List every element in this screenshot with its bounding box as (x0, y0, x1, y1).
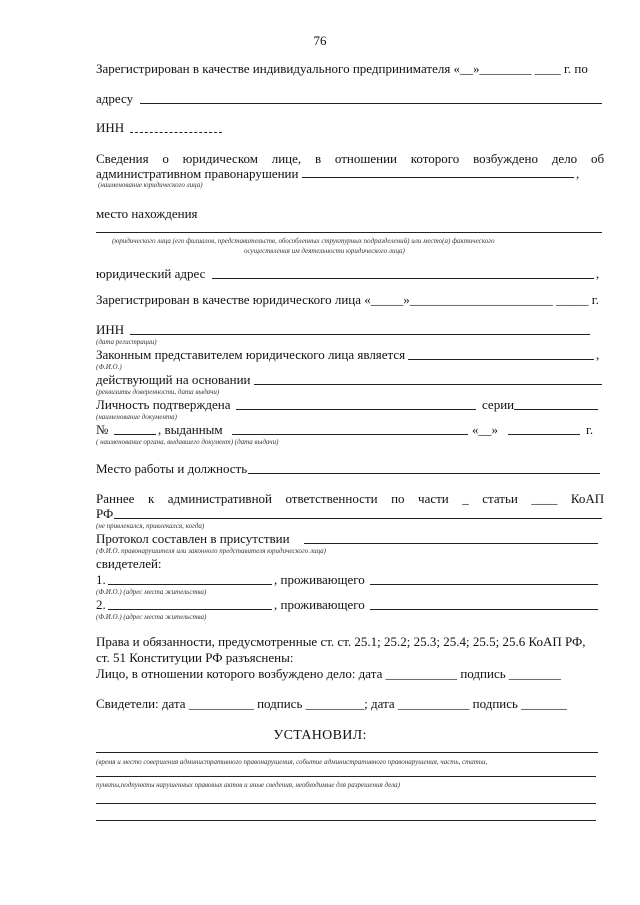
location-label: место нахождения (96, 206, 198, 221)
established-field-2[interactable] (96, 776, 596, 777)
registration-date-hint: (дата регистрации) (96, 338, 157, 346)
comma: , (596, 347, 600, 362)
entrepreneur-address-field[interactable] (140, 103, 602, 104)
word: ____ (531, 491, 558, 506)
location-field[interactable] (96, 232, 602, 233)
word: возбуждено (473, 151, 539, 166)
work-label: Место работы и должность (96, 461, 248, 476)
series-field[interactable] (514, 409, 598, 410)
witness-1-address-field[interactable] (370, 584, 598, 585)
witness-2-hint: (Ф.И.О.) (адрес места жительства) (96, 613, 207, 621)
legal-entity-registration-text: Зарегистрирован в качестве юридического лица «_____»______________________ _____ г. (96, 292, 599, 307)
representative-label: Законным представителем юридического лица является (96, 347, 406, 362)
rights-line-2: ст. 51 Конституции РФ разъяснены: (96, 650, 294, 665)
representative-name-field[interactable] (408, 359, 594, 360)
issuer-field[interactable] (232, 434, 468, 435)
word: по (391, 491, 405, 506)
witness-1-name-field[interactable] (108, 584, 272, 585)
comma: , (576, 166, 580, 181)
legal-entity-inn-field[interactable] (130, 334, 590, 335)
issuer-hint: ( наименование органа, выдавшего документ) (дата выдачи) (96, 438, 279, 446)
established-hint-2: пункты,подпункты нарушенных правовых актов и иные сведения, необходимые для разрешения дела) (96, 781, 401, 789)
legal-entity-intro-line (96, 151, 604, 166)
established-field-4[interactable] (96, 820, 596, 821)
issue-date-field[interactable] (508, 434, 580, 435)
witnesses-label: свидетелей: (96, 556, 162, 571)
series-label: серии (482, 397, 515, 412)
protocol-presence-field[interactable] (304, 543, 598, 544)
word: юридическом (182, 151, 258, 166)
document-name-hint: (наименование документа) (96, 413, 177, 421)
established-field-1[interactable] (96, 752, 598, 753)
prior-liability-hint: (не привлекался, привлекался, когда) (96, 522, 205, 530)
legal-address-label: юридический адрес (96, 266, 206, 281)
protocol-label: Протокол составлен в присутствии (96, 531, 290, 546)
legal-entity-intro-line2: административном правонарушении (96, 166, 299, 181)
word: части (418, 491, 449, 506)
witnesses-signature-line: Свидетели: дата __________ подпись _________; дата ___________ подпись _______ (96, 696, 567, 711)
issued-label: , выданным (158, 422, 223, 437)
word: в (314, 151, 322, 166)
witness-1-residing-label: , проживающего (274, 572, 365, 587)
page-number: 76 (313, 33, 327, 48)
basis-label: действующий на основании (96, 372, 251, 387)
rights-line-1: Права и обязанности, предусмотренные ст. ст. 25.1; 25.2; 25.3; 25.4; 25.5; 25.6 КоАП РФ, (96, 634, 586, 649)
word: дело (551, 151, 578, 166)
word: о (162, 151, 169, 166)
location-hint-2: осуществления им деятельности юридического лица) (244, 247, 405, 255)
number-label: № (96, 422, 109, 437)
identity-label: Личность подтверждена (96, 397, 231, 412)
witness-2-address-field[interactable] (370, 609, 598, 610)
word: статьи (482, 491, 518, 506)
prior-liability-line2: РФ (96, 506, 114, 521)
basis-hint: (реквизиты доверенности, дата выдачи) (96, 388, 220, 396)
word: ответственности (285, 491, 378, 506)
location-hint-1: (юридического лица (его филиалов, представительств, обособленных структурных подразделений) или место(а) фактического (112, 237, 495, 245)
word: лице, (271, 151, 302, 166)
legal-address-field[interactable] (212, 278, 594, 279)
witness-2-number: 2. (96, 597, 106, 612)
legal-entity-name-hint: (наименование юридического лица) (98, 181, 203, 189)
protocol-hint: (Ф.И.О. правонарушителя или законного представителя юридического лица) (96, 547, 326, 555)
word: Раннее (96, 491, 135, 506)
entrepreneur-inn-label: ИНН (96, 120, 125, 135)
basis-field[interactable] (254, 384, 602, 385)
legal-entity-inn-label: ИНН (96, 322, 125, 337)
prior-liability-line (96, 491, 604, 506)
witness-2-residing-label: , проживающего (274, 597, 365, 612)
established-heading: УСТАНОВИЛ: (273, 728, 367, 743)
word: отношении (334, 151, 397, 166)
established-field-3[interactable] (96, 803, 596, 804)
word: КоАП (570, 491, 605, 506)
entrepreneur-registration-text: Зарегистрирован в качестве индивидуального предпринимателя «__»________ ____ г. по (96, 61, 588, 76)
word: административной (167, 491, 272, 506)
comma: , (596, 266, 600, 281)
document-number-field[interactable] (114, 434, 156, 435)
word: Сведения (96, 151, 149, 166)
word: которого (410, 151, 460, 166)
issue-date-day: «__» (472, 422, 498, 437)
prior-liability-field[interactable] (114, 518, 602, 519)
word: об (590, 151, 605, 166)
accused-signature-line: Лицо, в отношении которого возбуждено дело: дата ___________ подпись ________ (96, 666, 561, 681)
representative-fio-hint: (Ф.И.О.) (96, 363, 122, 371)
word: _ (462, 491, 469, 506)
entrepreneur-address-label: адресу (96, 91, 134, 106)
word: к (147, 491, 155, 506)
witness-2-name-field[interactable] (108, 609, 272, 610)
work-field[interactable] (248, 473, 600, 474)
witness-1-number: 1. (96, 572, 106, 587)
legal-entity-name-field[interactable] (302, 177, 574, 178)
established-hint-1: (время и место совершения административного правонарушения, событие административного правонарушения, часть, статьи, (96, 758, 488, 766)
identity-document-field[interactable] (236, 409, 476, 410)
witness-1-hint: (Ф.И.О.) (адрес места жительства) (96, 588, 207, 596)
entrepreneur-inn-field[interactable] (130, 132, 222, 133)
year-suffix: г. (586, 422, 594, 437)
